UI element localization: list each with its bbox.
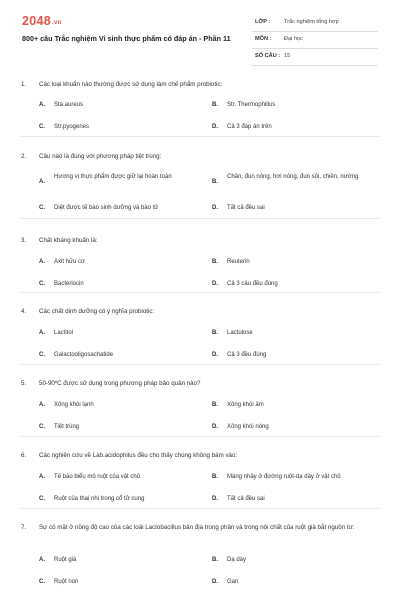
question-text: 50-90ºC được sử dụng trong phương pháp bảo quản nào? bbox=[39, 380, 201, 387]
meta-table bbox=[252, 15, 378, 66]
option-text: Sta.aureus bbox=[54, 102, 84, 108]
option-letter: A. bbox=[39, 330, 45, 336]
option-text: Màng nhầy ở đường ruột-dạ dày ở vật chủ bbox=[227, 474, 341, 480]
option-text: Str. Thermophillus bbox=[227, 102, 276, 108]
option-text: Bacteriocin bbox=[54, 281, 84, 287]
option-letter: C. bbox=[39, 124, 45, 130]
option-letter: C. bbox=[39, 579, 45, 585]
option-text: Str.pyogenes bbox=[54, 124, 90, 130]
option-text: Galactooligosachatide bbox=[54, 352, 114, 358]
meta-row-subject bbox=[252, 32, 378, 49]
option-letter: B. bbox=[212, 557, 218, 563]
question-text: Các loại khuẩn nào thường được sử dụng làm chế phẩm probiotic: bbox=[39, 81, 223, 88]
meta-row-count bbox=[252, 49, 378, 66]
option-text: Axit hữu cơ bbox=[54, 259, 85, 265]
question-number: 7. bbox=[21, 524, 27, 531]
document-header bbox=[0, 0, 400, 66]
option-letter: A. bbox=[39, 259, 45, 265]
question-text: Câu nào là đúng với phương pháp tiệt trùng: bbox=[39, 153, 162, 160]
option-text: Lactitol bbox=[54, 330, 74, 336]
question-number: 2. bbox=[21, 153, 27, 160]
divider bbox=[21, 136, 379, 137]
question-number: 3. bbox=[21, 237, 27, 244]
question-number: 4. bbox=[21, 308, 27, 315]
option-text: Hương vị thực phẩm được giữ lại hoàn toàn bbox=[54, 174, 172, 180]
option-text: Ruột già bbox=[54, 557, 77, 563]
option-letter: A. bbox=[39, 474, 45, 480]
option-letter: D. bbox=[212, 281, 218, 287]
option-letter: B. bbox=[212, 102, 218, 108]
option-text: Ruột của thai nhi trong cổ tử cung bbox=[54, 496, 145, 502]
option-text: Xông khói nóng bbox=[227, 424, 269, 430]
option-text: Tất cả đều sai bbox=[227, 205, 265, 211]
option-letter: C. bbox=[39, 205, 45, 211]
option-text: Cả 3 đều đúng bbox=[227, 352, 267, 358]
option-letter: D. bbox=[212, 579, 218, 585]
option-text: Ruột non bbox=[54, 579, 79, 585]
option-text: Cả 3 câu đều đúng bbox=[227, 281, 278, 287]
option-text: Dạ dày bbox=[227, 557, 247, 563]
document-title: 800+ câu Trắc nghiệm Vi sinh thực phẩm có đáp án - Phần 11 bbox=[22, 34, 231, 43]
option-letter: C. bbox=[39, 424, 45, 430]
option-letter: C. bbox=[39, 496, 45, 502]
option-letter: B. bbox=[212, 474, 218, 480]
logo-text: 2048 bbox=[22, 14, 52, 28]
question-text: Chất kháng khuẩn là: bbox=[39, 237, 98, 244]
option-text: Tế bào biểu mô ruột của vật chủ bbox=[54, 474, 141, 480]
option-letter: D. bbox=[212, 205, 218, 211]
option-text: Lactulose bbox=[227, 330, 253, 336]
option-letter: C. bbox=[39, 281, 45, 287]
meta-value: 15 bbox=[284, 53, 291, 59]
option-text: Xông khói lạnh bbox=[54, 402, 94, 408]
question-number: 6. bbox=[21, 452, 27, 459]
option-letter: A. bbox=[39, 102, 45, 108]
option-letter: A. bbox=[39, 557, 45, 563]
question-text: Sự có mặt ở nồng độ cao của các loài Lactobacillus bản địa trong phân và trong nội chất của ruột già bắt nguồn từ: bbox=[39, 524, 355, 531]
question-text: Các chất dinh dưỡng có ý nghĩa probiotic: bbox=[39, 308, 155, 315]
option-letter: B. bbox=[212, 402, 218, 408]
option-letter: A. bbox=[39, 402, 45, 408]
option-letter: D. bbox=[212, 124, 218, 130]
meta-label: LỚP : bbox=[255, 19, 271, 25]
divider bbox=[21, 292, 379, 293]
option-letter: B. bbox=[212, 179, 218, 185]
option-text: Cả 3 đáp án trên bbox=[227, 124, 272, 130]
option-letter: B. bbox=[212, 259, 218, 265]
option-letter: D. bbox=[212, 424, 218, 430]
divider bbox=[21, 508, 379, 509]
meta-row-class bbox=[252, 15, 378, 32]
option-letter: C. bbox=[39, 352, 45, 358]
meta-label: SỐ CÂU : bbox=[255, 53, 281, 59]
option-text: Tiệt trùng bbox=[54, 424, 80, 430]
option-letter: A. bbox=[39, 179, 45, 185]
option-letter: D. bbox=[212, 496, 218, 502]
option-text: Tất cả đều sai bbox=[227, 496, 265, 502]
meta-value: Trắc nghiệm tổng hợp bbox=[284, 19, 339, 25]
option-text: Chần, đun nóng, hơi nóng, đun sôi, chiên, nướng bbox=[227, 174, 359, 180]
divider bbox=[21, 436, 379, 437]
meta-value: Đại học bbox=[284, 36, 303, 42]
site-logo[interactable] bbox=[22, 14, 62, 28]
meta-label: MÔN : bbox=[255, 36, 272, 42]
logo-suffix: .vn bbox=[52, 20, 62, 26]
option-letter: B. bbox=[212, 330, 218, 336]
option-text: Reuterin bbox=[227, 259, 250, 265]
question-number: 5. bbox=[21, 380, 27, 387]
option-text: Gan bbox=[227, 579, 239, 585]
option-letter: D. bbox=[212, 352, 218, 358]
divider bbox=[21, 364, 379, 365]
divider bbox=[21, 218, 379, 219]
option-text: Diệt được tế bào sinh dưỡng và bào tử bbox=[54, 205, 159, 211]
option-text: Xông khói ấm bbox=[227, 402, 264, 408]
question-text: Các nghiên cứu về Lab.acidophilus đều cho thấy chúng không bám vào: bbox=[39, 452, 238, 459]
question-number: 1. bbox=[21, 81, 27, 88]
